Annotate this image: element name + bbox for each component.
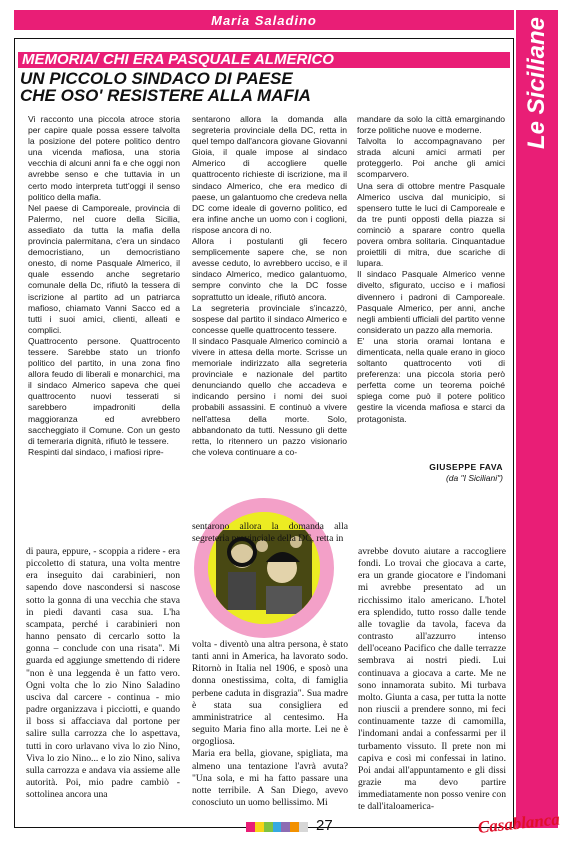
- signature-source: (da "I Siciliani"): [445, 473, 503, 483]
- page-number: 27: [316, 817, 333, 834]
- paragraph: Il sindaco Pasquale Almerico venne divelto, sfigurato, ucciso e i mafiosi divennero i padroni di Camporeale. Pasquale Almerico, per anni, anche negli ambienti ufficiali del partito venne considerato un pazzo alla memoria.: [357, 269, 505, 335]
- paragraph: sentarono allora la domanda alla segreteria provinciale della DC, retta in: [192, 521, 348, 545]
- headline: [20, 70, 380, 104]
- paragraph: Nel paese di Camporeale, provincia di Palermo, nel cuore della Sicilia, assediato da tutta la mafia della provincia palermitana, c'era un sindaco democristiano, un democristiano onesto, di nome Pasquale Almerico, il quale essendo anche segretario comunale della Dc, rifiutò la tessera di iscrizione al partito ad un patriarca mafioso, chiamato Vanni Sacco ed a tutti i suoi amici, clienti, alleati e complici.: [28, 202, 180, 335]
- footer-color-bar: [255, 822, 264, 832]
- paragraph: Il sindaco Pasquale Almerico cominciò a vivere in attesa della morte. Scrisse un memoriale indirizzato alla segreteria provinciale e nazionale del partito denunciando quello che accadeva e indicando persino i nomi dei suoi probabili assassini. E continuò a vivere nell'attesa della morte. Solo, abbandonato da tutti. Nessuno gli dette retta, lo ritennero un pazzo visionario che voleva continuare a co-: [192, 335, 347, 457]
- footer-color-bar: [281, 822, 290, 832]
- story-column-3: [358, 546, 506, 818]
- footer-color-bar: [299, 822, 308, 832]
- article-column-2: [192, 114, 347, 490]
- article-column-1: [28, 114, 180, 482]
- headline-line-2: CHE OSO' RESISTERE ALLA MAFIA: [20, 86, 311, 105]
- paragraph: Maria era bella, giovane, spigliata, ma almeno una tentazione l'avrà avuta? "Una sola, e mi ha fatto passare una notte terribile. A San Diego, avevo conosciuto un uomo bellissimo. Mi: [192, 748, 348, 809]
- author-name: Maria Saladino: [211, 12, 317, 28]
- paragraph: volta - diventò una altra persona, è stato tanti anni in America, ha lavorato sodo. Ritornò in Italia nel 1906, e sposò una donna onestissima, colta, di famiglia perbene caduta in disgrazia". Sua madre è stata sua consigliera ed amministratrice al centesimo. Ha seguito Maria fino alla morte. Lei ne è orgogliosa.: [192, 639, 348, 748]
- paragraph: Allora i postulanti gli fecero semplicemente sapere che, se non avesse ceduto, lo avrebbero ucciso, e il sindaco Almerico, medico galantuomo, sempre convinto che la DC fosse soprattutto un ideale, rifiutò ancora.: [192, 236, 347, 302]
- paragraph: Una sera di ottobre mentre Pasquale Almerico usciva dal municipio, si spensero tutte le luci di Camporeale e da tre punti opposti della piazza si cominciò a sparare contro quella povera ombra solitaria. Cinquantadue proiettili di mitra, due scariche di lupara.: [357, 180, 505, 269]
- kicker-bar: [18, 52, 510, 68]
- story-column-2: [192, 639, 348, 819]
- footer-color-bar: [290, 822, 299, 832]
- brand-logo: Casablanca: [476, 809, 561, 837]
- story-column-2-head: [192, 521, 348, 551]
- article-column-3: [357, 114, 505, 460]
- paragraph: mandare da solo la città emarginando forze politiche nuove e moderne.: [357, 114, 505, 136]
- paragraph: E' una storia oramai lontana e dimenticata, nella quale erano in gioco soltanto quattrocento voti di preferenza: una piccola storia però perfetta come un teorema poiché spiega come può il potere politico gestire la vicenda mafiosa e starci da protagonista.: [357, 335, 505, 424]
- paragraph: Quattrocento persone. Quattrocento tessere. Sarebbe stato un trionfo politico del partito, in una zona fino allora feudo di liberali e monarchici, ma il sindaco Almerico sapeva che quei quattrocento nuovi tesserati si sarebbero impadroniti della maggioranza ed avrebbero saccheggiato il Comune. Con un gesto di temeraria dignità, rifiutò le tessere.: [28, 335, 180, 446]
- portrait-photo-ring: [194, 498, 334, 638]
- paragraph: di paura, eppure, - scoppia a ridere - era piccoletto di statura, una volta mentre era inseguito dai carabinieri, non sapendo dove nascondersi si nascose sotto la gonna di una vecchia che stava in piedi davanti casa sua. L'ha scampata, perché i carabinieri non hanno pensato di cercarlo sotto la gonna – conclude con una risata". Mi guarda ed aggiunge smettendo di ridere "non è una leggenda è un fatto vero. Ogni volta che lo zio Nino Saladino usciva dal carcere - continua - mio padre organizzava i picciotti, e quando il boss si affacciava dal portone per salire sulla carrozza che lo aspettava, tutti in coro urlavano viva lo zio Nino, Viva lo zio Nino... e lo zio Nino, saliva sulla carrozza e andava via assieme alle autorità. Poi, mio padre cambiò - sottolinea ancora una: [26, 546, 180, 801]
- section-band: [516, 10, 558, 828]
- section-label-box: [519, 18, 555, 148]
- story-column-1: [26, 546, 180, 818]
- paragraph: Vi racconto una piccola atroce storia per capire quale possa essere talvolta la posizione del potere politico dentro una vicenda mafiosa, una storia vecchia di alcuni anni fa e che oggi non avrebbe senso e che tuttavia in un certo modo interpreta tutt'oggi il senso politico della mafia.: [28, 114, 180, 202]
- footer-color-bar: [273, 822, 282, 832]
- headline-line-1: UN PICCOLO SINDACO DI PAESE: [20, 69, 293, 88]
- footer-color-bar: [264, 822, 273, 832]
- kicker-title: MEMORIA/ CHI ERA PASQUALE ALMERICO: [22, 51, 334, 68]
- signature-name: GIUSEPPE FAVA: [429, 462, 503, 472]
- section-label: Le Siciliane: [523, 16, 550, 150]
- paragraph: Respinti dal sindaco, i mafiosi ripre-: [28, 446, 164, 457]
- paragraph: sentarono allora la domanda alla segreteria provinciale della DC, retta in quel tempo dall'ancora giovane Giovanni Gioia, il quale impose al sindaco Almerico di accogliere quelle quattrocento richieste di iscrizione, ma il sindaco Almerico, che era medico di paese, un galantuomo che credeva nella DC come ideale di governo politico, ed era infine anche un uomo con i coglioni, rispose ancora di no.: [192, 114, 347, 235]
- author-strip: [14, 10, 514, 30]
- paragraph: La segreteria provinciale s'incazzò, sospese dal partito il sindaco Almerico e concesse quelle quattrocento tessere.: [192, 302, 347, 335]
- footer-color-bars: [246, 822, 308, 832]
- paragraph: Talvolta lo accompagnavano per strada alcuni amici armati per proteggerlo. Poi anche gli amici scomparvero.: [357, 136, 505, 180]
- footer-color-bar: [246, 822, 255, 832]
- article-signature: [357, 462, 503, 484]
- paragraph: avrebbe dovuto aiutare a raccogliere fondi. Lo trovai che giocava a carte, era un grande giocatore e l'indomani mi avrebbe presentato ad un ricchissimo italo americano. L'hotel era splendido, tutto rosso dalle tende alle tovaglie da tavola, faceva da contrasto all'azzurro intenso dell'oceano Pacifico che dalle terrazze sembrava ai nostri piedi. Lui continuava a giocava a carte. Me ne sono innamorata subito. Mi turbava molto. Giunta a casa, per tutta la notte non riuscii a prendere sonno, mi feci continuamente tazze di camomilla, l'indomani andai a confessarmi per il turbamento vissuto. Il prete non mi capiva e così mi confessai in latino. Poi andai all'appuntamento e gli dissi grazie ma devo partire immediatamente non posso venire con te dall'italoamerica-: [358, 546, 506, 813]
